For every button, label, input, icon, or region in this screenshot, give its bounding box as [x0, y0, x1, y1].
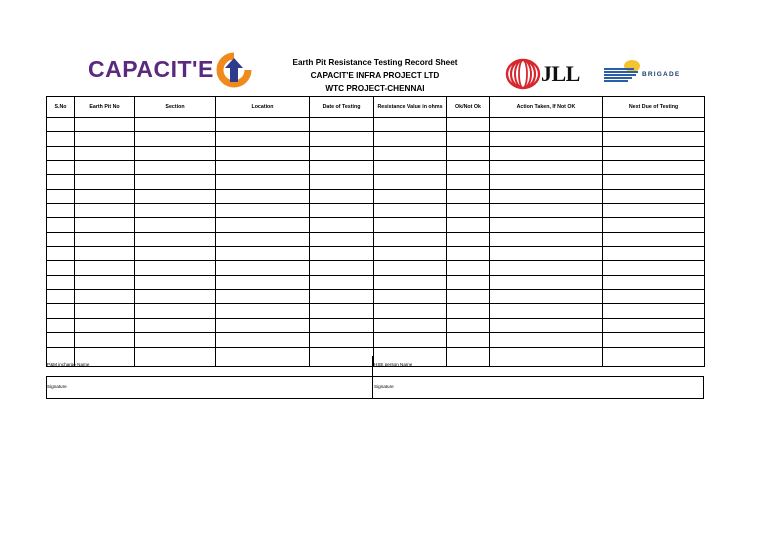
table-row	[47, 304, 705, 318]
table-cell[interactable]	[490, 304, 603, 318]
table-row	[47, 132, 705, 146]
signature-left-label: Signature	[47, 384, 67, 389]
table-cell[interactable]	[490, 261, 603, 275]
col-header-date-of-testing: Date of Testing	[310, 97, 374, 118]
table-cell[interactable]	[603, 218, 705, 232]
table-cell[interactable]	[490, 204, 603, 218]
table-cell[interactable]	[603, 232, 705, 246]
table-cell[interactable]	[447, 146, 490, 160]
table-cell[interactable]	[47, 132, 75, 146]
table-cell[interactable]	[603, 333, 705, 347]
table-cell[interactable]	[47, 290, 75, 304]
table-cell[interactable]	[447, 261, 490, 275]
table-cell[interactable]	[216, 175, 310, 189]
table-cell[interactable]	[374, 232, 447, 246]
table-cell[interactable]	[47, 247, 75, 261]
table-row	[47, 333, 705, 347]
table-cell[interactable]	[216, 290, 310, 304]
jll-logo	[505, 58, 595, 90]
table-cell[interactable]	[47, 218, 75, 232]
table-cell[interactable]	[75, 175, 135, 189]
table-cell[interactable]	[310, 232, 374, 246]
table-cell[interactable]	[490, 333, 603, 347]
table-row	[47, 175, 705, 189]
table-cell[interactable]	[135, 204, 216, 218]
table-cell[interactable]	[216, 161, 310, 175]
table-cell[interactable]	[374, 218, 447, 232]
table-cell[interactable]	[47, 261, 75, 275]
table-cell[interactable]	[447, 333, 490, 347]
table-cell[interactable]	[374, 333, 447, 347]
table-cell[interactable]	[490, 189, 603, 203]
table-cell[interactable]	[135, 132, 216, 146]
table-cell[interactable]	[135, 232, 216, 246]
table-cell[interactable]	[216, 232, 310, 246]
table-cell[interactable]	[135, 318, 216, 332]
brigade-sun-waves-icon	[602, 58, 642, 84]
table-cell[interactable]	[135, 333, 216, 347]
table-cell[interactable]	[47, 333, 75, 347]
table-cell[interactable]	[490, 118, 603, 132]
table-cell[interactable]	[603, 275, 705, 289]
table-cell[interactable]	[75, 132, 135, 146]
table-cell[interactable]	[603, 189, 705, 203]
table-cell[interactable]	[135, 304, 216, 318]
table-cell[interactable]	[310, 275, 374, 289]
table-cell[interactable]	[75, 118, 135, 132]
table-cell[interactable]	[603, 204, 705, 218]
col-header-action-taken: Action Taken, If Not OK	[490, 97, 603, 118]
capacite-swirl-icon	[214, 52, 254, 88]
table-cell[interactable]	[374, 318, 447, 332]
pm-incharge-label: P&M incharge Name	[47, 362, 90, 367]
table-cell[interactable]	[374, 290, 447, 304]
table-cell[interactable]	[490, 161, 603, 175]
table-cell[interactable]	[447, 132, 490, 146]
table-cell[interactable]	[47, 204, 75, 218]
table-cell[interactable]	[603, 318, 705, 332]
table-cell[interactable]	[447, 189, 490, 203]
table-cell[interactable]	[374, 161, 447, 175]
table-cell[interactable]	[47, 146, 75, 160]
table-cell[interactable]	[135, 118, 216, 132]
table-cell[interactable]	[603, 146, 705, 160]
table-cell[interactable]	[75, 161, 135, 175]
table-cell[interactable]	[135, 161, 216, 175]
table-cell[interactable]	[603, 175, 705, 189]
table-cell[interactable]	[490, 218, 603, 232]
col-header-resistance-value: Resistance Value in ohms	[374, 97, 447, 118]
table-cell[interactable]	[47, 161, 75, 175]
table-cell[interactable]	[135, 261, 216, 275]
table-cell[interactable]	[374, 304, 447, 318]
table-cell[interactable]	[447, 118, 490, 132]
table-cell[interactable]	[135, 275, 216, 289]
table-cell[interactable]	[374, 261, 447, 275]
table-cell[interactable]	[216, 333, 310, 347]
table-row	[47, 318, 705, 332]
table-row	[47, 161, 705, 175]
table-body	[47, 118, 705, 367]
table-cell[interactable]	[374, 175, 447, 189]
table-cell[interactable]	[216, 318, 310, 332]
table-cell[interactable]	[447, 275, 490, 289]
table-cell[interactable]	[447, 161, 490, 175]
jll-rings-icon	[505, 58, 541, 90]
table-cell[interactable]	[216, 247, 310, 261]
capacite-logo	[88, 52, 260, 88]
signature-right-label: Signature	[374, 384, 394, 389]
project-name: WTC PROJECT-CHENNAI	[325, 84, 425, 93]
table-cell[interactable]	[135, 189, 216, 203]
table-cell[interactable]	[47, 318, 75, 332]
col-header-location: Location	[216, 97, 310, 118]
table-cell[interactable]	[216, 304, 310, 318]
table-cell[interactable]	[490, 275, 603, 289]
table-cell[interactable]	[374, 132, 447, 146]
col-header-section: Section	[135, 97, 216, 118]
company-name: CAPACIT'E INFRA PROJECT LTD	[310, 71, 440, 80]
table-cell[interactable]	[374, 189, 447, 203]
table-row	[47, 261, 705, 275]
table-cell[interactable]	[75, 146, 135, 160]
table-cell[interactable]	[310, 189, 374, 203]
table-cell[interactable]	[47, 175, 75, 189]
table-cell[interactable]	[603, 118, 705, 132]
table-cell[interactable]	[310, 218, 374, 232]
table-cell[interactable]	[75, 290, 135, 304]
table-cell[interactable]	[75, 304, 135, 318]
table-cell[interactable]	[216, 118, 310, 132]
table-cell[interactable]	[135, 247, 216, 261]
table-cell[interactable]	[447, 290, 490, 304]
table-cell[interactable]	[490, 232, 603, 246]
table-row	[47, 218, 705, 232]
table-cell[interactable]	[447, 247, 490, 261]
table-cell[interactable]	[310, 304, 374, 318]
table-cell[interactable]	[490, 132, 603, 146]
table-cell[interactable]	[135, 175, 216, 189]
table-cell[interactable]	[216, 189, 310, 203]
table-cell[interactable]	[310, 290, 374, 304]
table-cell[interactable]	[47, 189, 75, 203]
table-row	[47, 204, 705, 218]
hse-person-label: HSE person Name	[374, 362, 413, 367]
table-row	[47, 290, 705, 304]
table-cell[interactable]	[216, 261, 310, 275]
brigade-logo	[602, 58, 702, 86]
table-row	[47, 118, 705, 132]
table-cell[interactable]	[75, 189, 135, 203]
table-row	[47, 247, 705, 261]
table-cell[interactable]	[603, 161, 705, 175]
table-cell[interactable]	[490, 146, 603, 160]
table-cell[interactable]	[75, 204, 135, 218]
table-cell[interactable]	[47, 232, 75, 246]
table-cell[interactable]	[603, 132, 705, 146]
table-cell[interactable]	[603, 261, 705, 275]
table-cell[interactable]	[310, 333, 374, 347]
signature-section	[46, 356, 704, 398]
table-cell[interactable]	[75, 333, 135, 347]
table-cell[interactable]	[216, 204, 310, 218]
table-cell[interactable]	[490, 318, 603, 332]
table-cell[interactable]	[75, 275, 135, 289]
table-cell[interactable]	[216, 146, 310, 160]
table-row	[47, 189, 705, 203]
table-row	[47, 232, 705, 246]
table-cell[interactable]	[216, 275, 310, 289]
table-cell[interactable]	[310, 318, 374, 332]
sheet-title: Earth Pit Resistance Testing Record Sheet	[292, 58, 458, 67]
table-cell[interactable]	[75, 261, 135, 275]
jll-logo-text: JLL	[541, 61, 580, 86]
col-header-sno: S.No	[47, 97, 75, 118]
table-header-row	[47, 97, 705, 118]
table-cell[interactable]	[374, 118, 447, 132]
table-cell[interactable]	[310, 132, 374, 146]
table-cell[interactable]	[47, 304, 75, 318]
table-cell[interactable]	[447, 175, 490, 189]
capacite-logo-text: CAPACIT'E	[88, 56, 214, 82]
table-cell[interactable]	[447, 304, 490, 318]
table-cell[interactable]	[490, 290, 603, 304]
table-cell[interactable]	[447, 318, 490, 332]
table-cell[interactable]	[310, 146, 374, 160]
table-cell[interactable]	[310, 247, 374, 261]
table-cell[interactable]	[75, 218, 135, 232]
table-cell[interactable]	[135, 146, 216, 160]
table-cell[interactable]	[47, 118, 75, 132]
table-cell[interactable]	[374, 247, 447, 261]
table-cell[interactable]	[603, 290, 705, 304]
table-cell[interactable]	[447, 218, 490, 232]
table-row	[47, 146, 705, 160]
table-cell[interactable]	[447, 204, 490, 218]
table-cell[interactable]	[374, 146, 447, 160]
table-cell[interactable]	[310, 161, 374, 175]
col-header-ok-not-ok: Ok/Not Ok	[447, 97, 490, 118]
table-cell[interactable]	[75, 247, 135, 261]
record-table	[46, 96, 705, 367]
table-cell[interactable]	[490, 175, 603, 189]
table-cell[interactable]	[310, 204, 374, 218]
table-cell[interactable]	[216, 132, 310, 146]
table-cell[interactable]	[310, 175, 374, 189]
col-header-earth-pit-no: Earth Pit No	[75, 97, 135, 118]
table-cell[interactable]	[216, 218, 310, 232]
col-header-next-due: Next Due of Testing	[603, 97, 705, 118]
table-cell[interactable]	[75, 318, 135, 332]
table-cell[interactable]	[47, 275, 75, 289]
table-cell[interactable]	[490, 247, 603, 261]
table-cell[interactable]	[447, 232, 490, 246]
brigade-logo-text: BRIGADE	[642, 71, 681, 78]
table-cell[interactable]	[135, 218, 216, 232]
table-cell[interactable]	[310, 261, 374, 275]
table-cell[interactable]	[374, 204, 447, 218]
title-block	[270, 56, 480, 95]
table-cell[interactable]	[603, 247, 705, 261]
table-cell[interactable]	[310, 118, 374, 132]
table-cell[interactable]	[135, 290, 216, 304]
table-cell[interactable]	[374, 275, 447, 289]
table-cell[interactable]	[603, 304, 705, 318]
table-cell[interactable]	[75, 232, 135, 246]
table-row	[47, 275, 705, 289]
